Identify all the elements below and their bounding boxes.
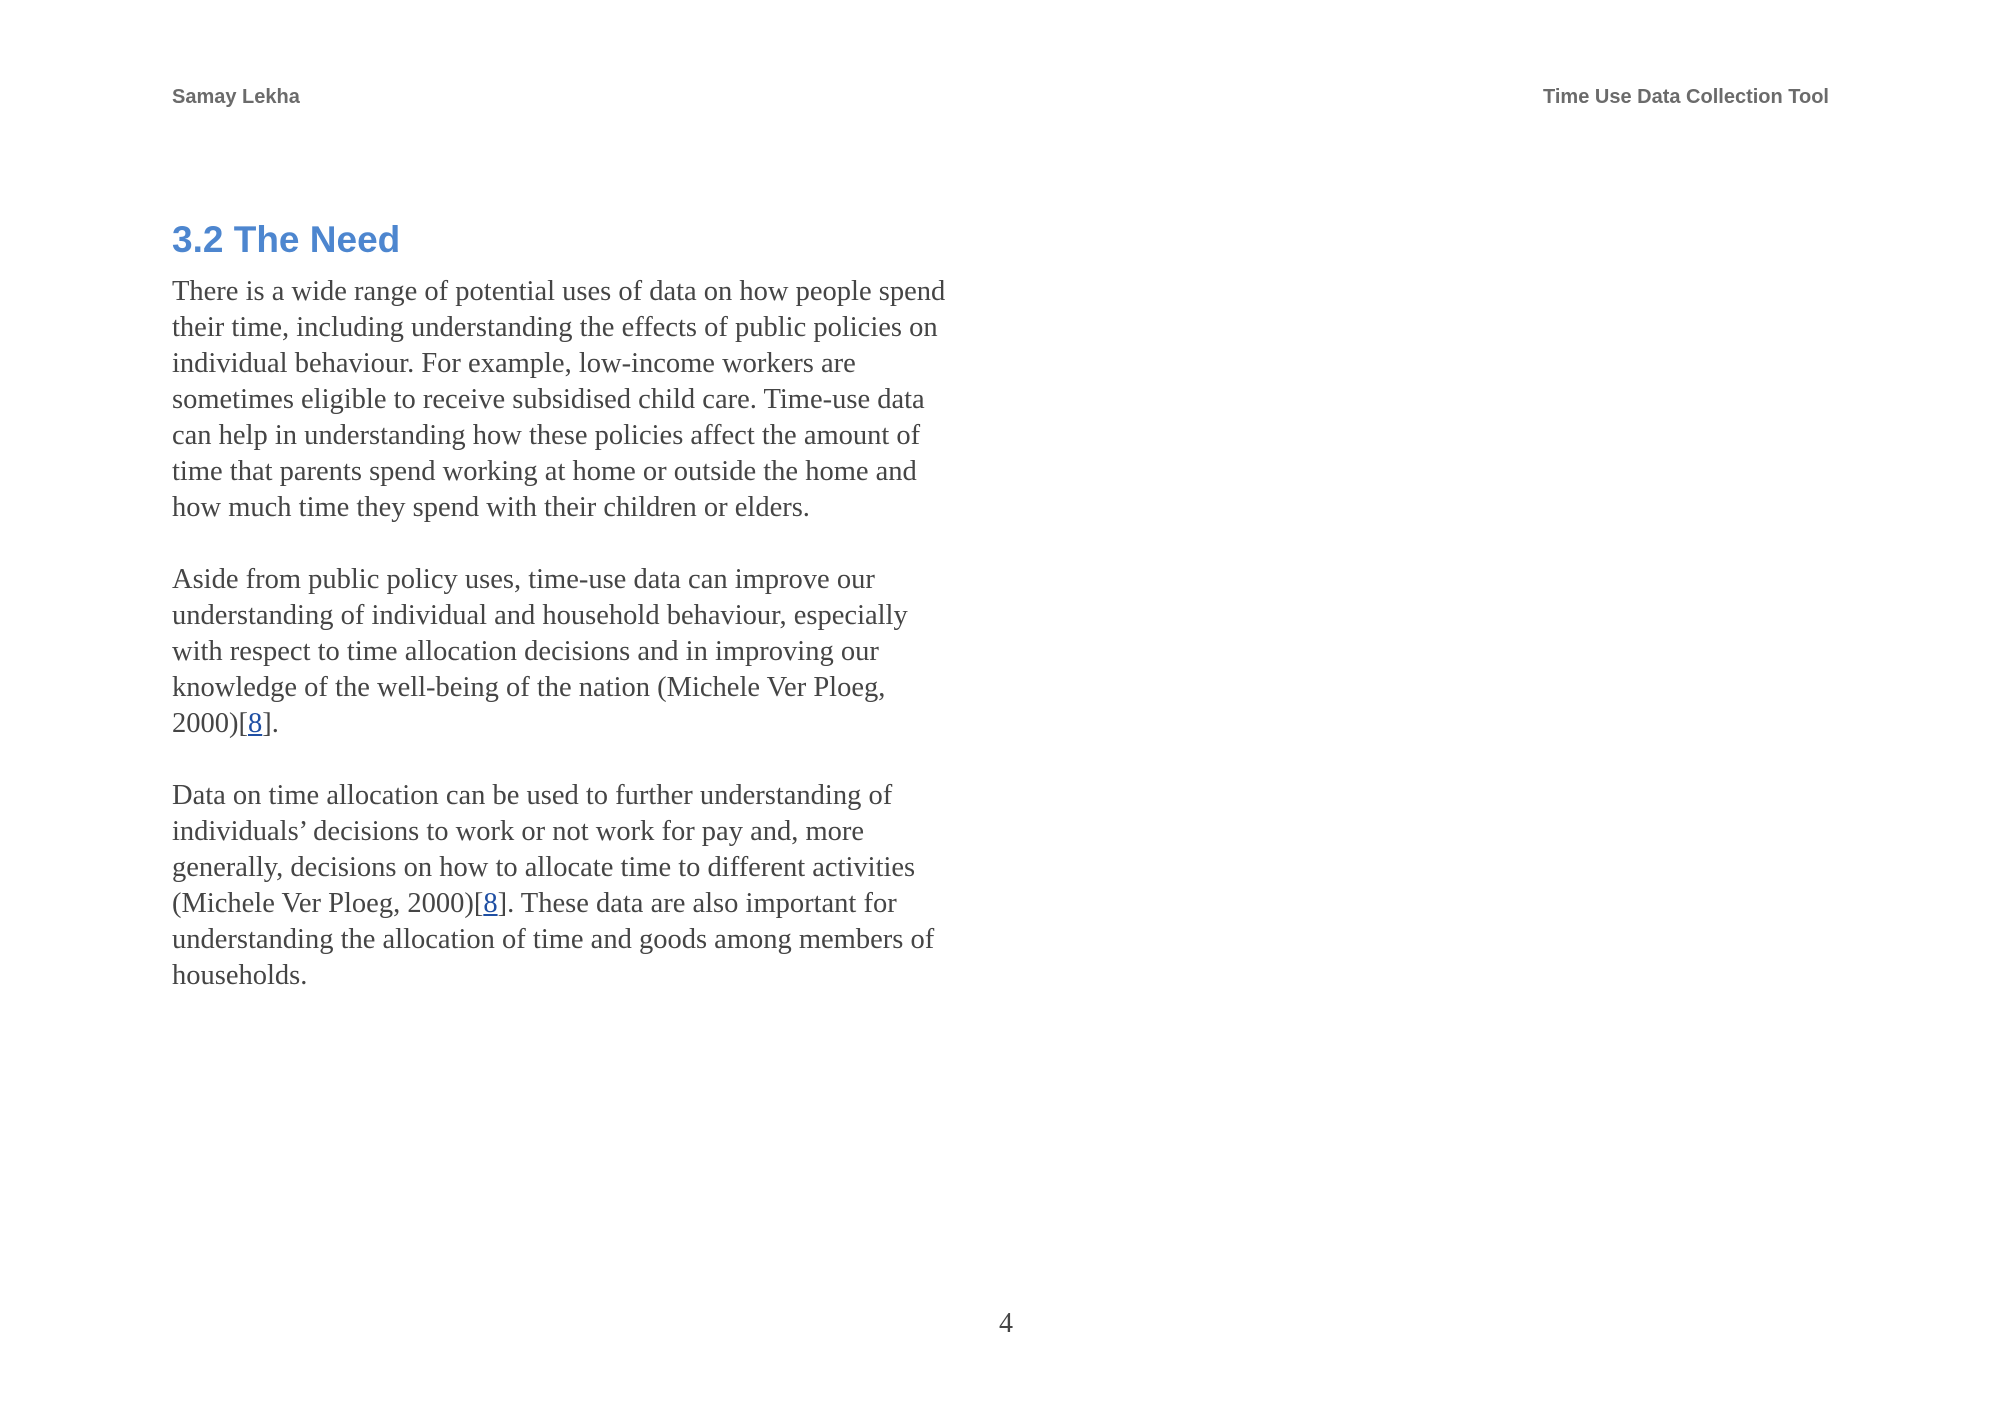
paragraph-line: how much time they spend with their children or elders.	[172, 492, 810, 523]
reference-link-8[interactable]: 8	[247, 708, 263, 739]
paragraph-line-with-reference	[172, 886, 972, 922]
paragraph-line: Aside from public policy uses, time-use data can improve our	[172, 564, 875, 595]
paragraph-line: There is a wide range of potential uses of data on how people spend	[172, 276, 946, 307]
paragraph-line: individual behaviour. For example, low-income workers are	[172, 348, 856, 379]
paragraph-line: households.	[172, 960, 308, 991]
paragraph-line: sometimes eligible to receive subsidised child care. Time-use data	[172, 384, 925, 415]
paragraph-behaviour-understanding	[172, 562, 972, 742]
section-heading: 3.2 The Need	[172, 219, 401, 260]
paragraph-line: can help in understanding how these policies affect the amount of	[172, 420, 921, 451]
paragraph-line: with respect to time allocation decisions and in improving our	[172, 636, 879, 667]
paragraph-line: Data on time allocation can be used to further understanding of	[172, 780, 893, 811]
paragraph-line: understanding of individual and household behaviour, especially	[172, 600, 908, 631]
running-header-author: Samay Lekha	[172, 86, 300, 108]
page-number: 4	[999, 1308, 1013, 1339]
citation-continuation: ]. These data are also important for	[497, 888, 897, 919]
paragraph-line: knowledge of the well-being of the nation (Michele Ver Ploeg,	[172, 672, 886, 703]
paragraph-time-allocation	[172, 778, 972, 994]
running-header-title: Time Use Data Collection Tool	[1543, 86, 1829, 108]
citation-text: 2000)[	[172, 708, 248, 739]
paragraph-policy-uses	[172, 274, 972, 526]
citation-text: (Michele Ver Ploeg, 2000)[	[172, 888, 484, 919]
reference-link-8[interactable]: 8	[483, 888, 498, 919]
paragraph-line: time that parents spend working at home or outside the home and	[172, 456, 917, 487]
paragraph-line: their time, including understanding the effects of public policies on	[172, 312, 938, 343]
paragraph-line-with-reference	[172, 706, 972, 742]
paragraph-line: generally, decisions on how to allocate time to different activities	[172, 852, 916, 883]
paragraph-line: individuals’ decisions to work or not work for pay and, more	[172, 816, 865, 847]
citation-close: ].	[262, 708, 279, 739]
paragraph-line: understanding the allocation of time and goods among members of	[172, 924, 935, 955]
